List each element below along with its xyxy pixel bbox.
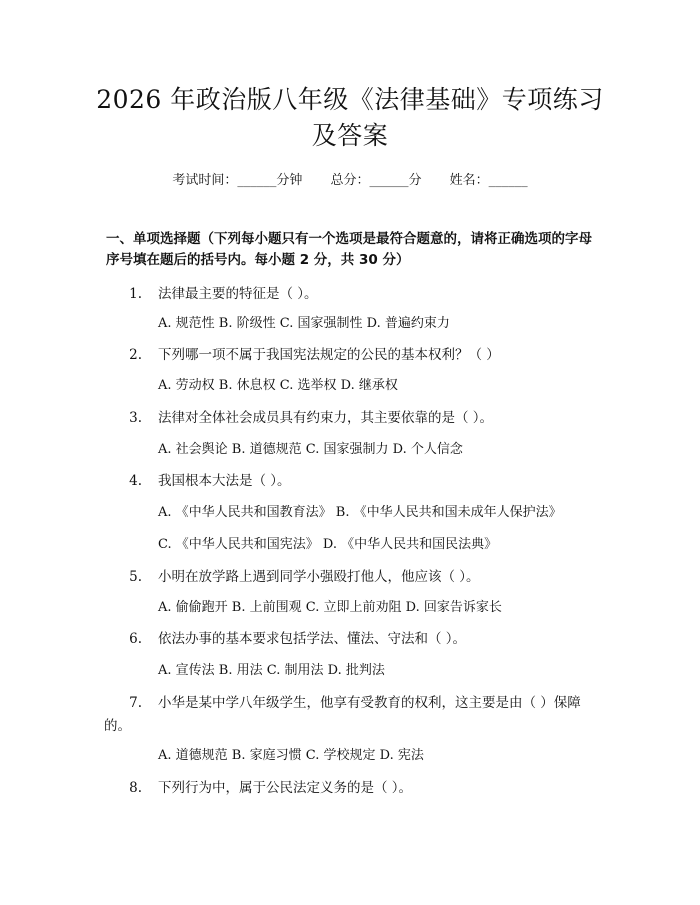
total-score: 总分：______分: [330, 173, 422, 188]
question: [104, 692, 602, 738]
question-options: A. 规范性 B. 阶级性 C. 国家强制性 D. 普遍约束力: [158, 316, 450, 331]
question-text: 下列行为中，属于公民法定义务的是（ ）。: [158, 780, 413, 796]
question-text: 小明在放学路上遇到同学小强殴打他人，他应该（ ）。: [158, 569, 480, 585]
question: [104, 407, 602, 429]
question-text: 下列哪一项不属于我国宪法规定的公民的基本权利？（ ）: [158, 347, 500, 363]
question-number: 3.: [129, 410, 142, 426]
question-number: 1.: [129, 286, 142, 302]
question: [104, 283, 602, 305]
question-options: A. 偷偷跑开 B. 上前围观 C. 立即上前劝阻 D. 回家告诉家长: [158, 600, 502, 615]
title-line-2: 及答案: [311, 121, 389, 150]
question-number: 4.: [129, 473, 142, 489]
question-options: A. 《中华人民共和国教育法》 B. 《中华人民共和国未成年人保护法》: [158, 505, 562, 520]
question-text: 我国根本大法是（ ）。: [158, 473, 291, 489]
exam-time: 考试时间：______分钟: [172, 173, 303, 188]
question-number: 7.: [129, 695, 142, 711]
question-text: 小华是某中学八年级学生，他享有受教育的权利，这主要是由（ ）保障的。: [104, 695, 581, 734]
question-options: A. 道德规范 B. 家庭习惯 C. 学校规定 D. 宪法: [158, 748, 424, 763]
question-number: 2.: [129, 347, 142, 363]
question: [104, 470, 602, 492]
question-options: A. 劳动权 B. 休息权 C. 选举权 D. 继承权: [158, 378, 398, 393]
question: [104, 566, 602, 588]
question: [104, 777, 602, 799]
exam-meta: [0, 169, 700, 188]
section-heading: 一、单项选择题（下列每小题只有一个选项是最符合题意的，请将正确选项的字母序号填在题后的括号内。每小题 2 分，共 30 分）: [106, 231, 592, 268]
question-number: 5.: [129, 569, 142, 585]
student-name: 姓名：______: [449, 173, 528, 188]
question-number: 8.: [129, 780, 142, 796]
question-text: 法律对全体社会成员具有约束力，其主要依靠的是（ ）。: [158, 410, 494, 426]
question-options: A. 社会舆论 B. 道德规范 C. 国家强制力 D. 个人信念: [158, 442, 463, 457]
question-text: 依法办事的基本要求包括学法、懂法、守法和（ ）。: [158, 631, 467, 647]
question: [104, 344, 602, 366]
question-number: 6.: [129, 631, 142, 647]
question-options: A. 宣传法 B. 用法 C. 制用法 D. 批判法: [158, 663, 385, 678]
title-line-1: 2026 年政治版八年级《法律基础》专项练习: [96, 85, 604, 114]
document-title: [0, 82, 700, 154]
question: [104, 628, 602, 650]
question-text: 法律最主要的特征是（ ）。: [158, 286, 318, 302]
question-options: C. 《中华人民共和国宪法》 D. 《中华人民共和国民法典》: [158, 537, 498, 552]
